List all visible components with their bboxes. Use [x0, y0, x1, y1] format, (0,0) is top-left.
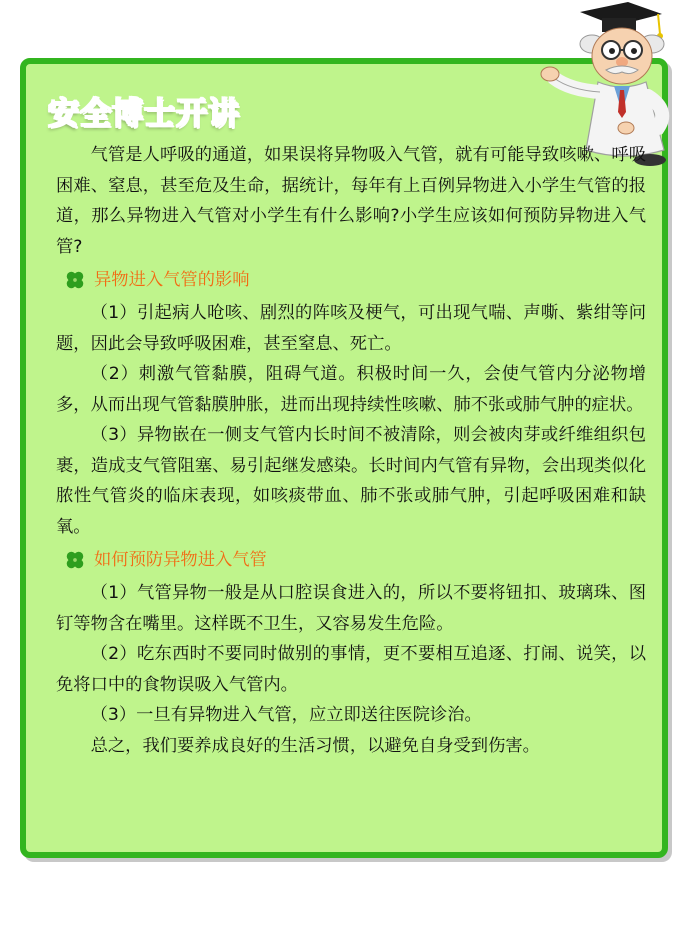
- section-heading-prevention: [64, 545, 646, 575]
- effects-paragraph-3: （3）异物嵌在一侧支气管内长时间不被清除，则会被肉芽或纤维组织包裹，造成支气管阻塞、易引起继发感染。长时间内气管有异物，会出现类似化脓性气管炎的临床表现，如咳痰带血、肺不张或肺气肿，引起呼吸困难和缺氧。: [56, 425, 646, 537]
- clover-icon: [64, 269, 86, 291]
- clover-icon: [64, 549, 86, 571]
- prevention-paragraph-2: （2）吃东西时不要同时做别的事情，更不要相互追逐、打闹、说笑，以免将口中的食物误吸入气管内。: [56, 644, 646, 695]
- prevention-paragraph-1: （1）气管异物一般是从口腔误食进入的，所以不要将钮扣、玻璃珠、图钉等物含在嘴里。这样既不卫生，又容易发生危险。: [56, 583, 646, 634]
- section-heading-label: 如何预防异物进入气管: [94, 549, 267, 570]
- conclusion-paragraph: 总之，我们要养成良好的生活习惯，以避免自身受到伤害。: [90, 735, 540, 756]
- effects-paragraph-1: （1）引起病人呛咳、剧烈的阵咳及梗气，可出现气喘、声嘶、紫绀等问题，因此会导致呼吸困难，甚至窒息、死亡。: [56, 303, 646, 354]
- prevention-paragraph-3: （3）一旦有异物进入气管，应立即送往医院诊治。: [90, 705, 482, 725]
- page-title: 安全博士开讲: [48, 96, 240, 132]
- intro-paragraph: 气管是人呼吸的通道，如果误将异物吸入气管，就有可能导致咳嗽、呼吸困难、窒息，甚至危及生命，据统计，每年有上百例异物进入小学生气管的报道，那么异物进入气管对小学生有什么影响?小学生应该如何预防异物进入气管?: [56, 145, 646, 257]
- article-body: [56, 140, 646, 761]
- section-heading-label: 异物进入气管的影响: [94, 269, 250, 290]
- section-heading-effects: [64, 265, 646, 295]
- effects-paragraph-2: （2）刺激气管黏膜，阻碍气道。积极时间一久，会使气管内分泌物增多，从而出现气管黏膜肿胀，进而出现持续性咳嗽、肺不张或肺气肿的症状。: [56, 364, 646, 415]
